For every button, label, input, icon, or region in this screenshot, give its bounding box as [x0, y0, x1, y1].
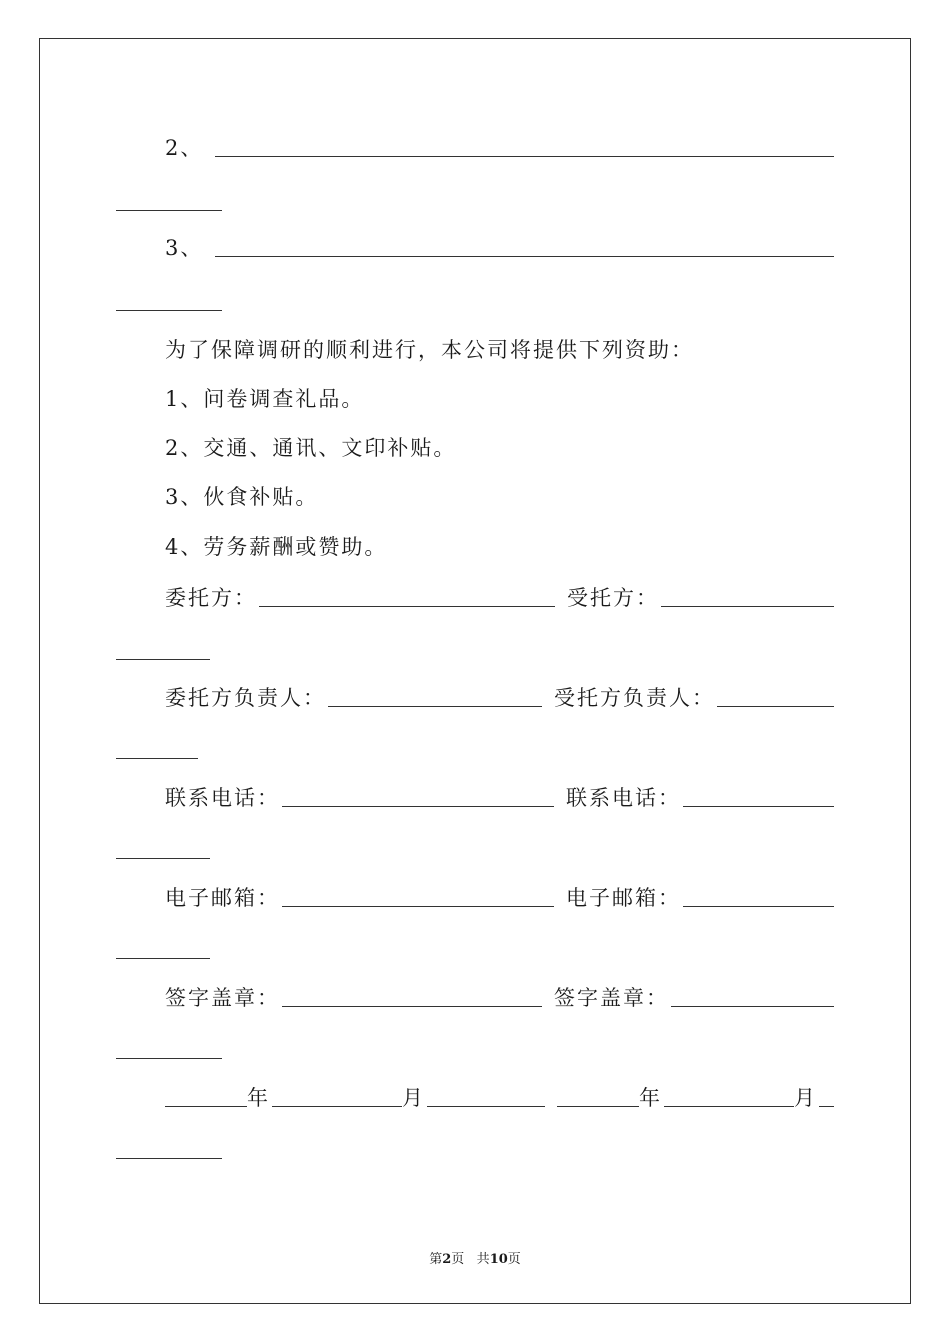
support-item-4: 4、劳务薪酬或赞助。: [165, 535, 388, 559]
footer-total-prefix: 共: [476, 1252, 490, 1267]
phone-right-blank-continued[interactable]: [116, 857, 210, 859]
email-right-blank-continued[interactable]: [116, 957, 210, 959]
phone-left-label: 联系电话：: [165, 786, 280, 810]
email-right-blank[interactable]: [683, 905, 834, 907]
client-blank[interactable]: [259, 605, 555, 607]
email-left-label: 电子邮箱：: [165, 886, 280, 910]
date-right-month-blank[interactable]: [664, 1105, 794, 1107]
phone-right-label: 联系电话：: [566, 786, 681, 810]
agent-head-blank-continued[interactable]: [116, 757, 198, 759]
date-left-month-blank[interactable]: [272, 1105, 402, 1107]
agent-blank[interactable]: [661, 605, 834, 607]
seal-left-blank[interactable]: [282, 1005, 542, 1007]
seal-right-blank[interactable]: [671, 1005, 834, 1007]
item-2-blank-continued[interactable]: [116, 209, 222, 211]
footer-page-suffix: 页: [451, 1252, 465, 1267]
date-right-year-label: 年: [639, 1086, 662, 1110]
party-line: [165, 583, 834, 613]
item-2-line: [165, 133, 834, 163]
footer-page-number: 2: [442, 1252, 452, 1267]
agent-head-label: 受托方负责人：: [554, 686, 715, 710]
item-2-blank[interactable]: [215, 155, 834, 157]
seal-left-label: 签字盖章：: [165, 986, 280, 1010]
footer-prefix: 第: [429, 1252, 443, 1267]
date-right-day-blank[interactable]: [819, 1105, 834, 1107]
date-left-year-blank[interactable]: [165, 1105, 247, 1107]
item-2-label: 2、: [165, 136, 204, 160]
support-item-3: 3、伙食补贴。: [165, 485, 319, 509]
head-line: [165, 683, 834, 713]
footer-total-suffix: 页: [507, 1252, 521, 1267]
date-left-year-label: 年: [247, 1086, 270, 1110]
date-blank-continued[interactable]: [116, 1157, 222, 1159]
item-3-blank[interactable]: [215, 255, 834, 257]
client-head-label: 委托方负责人：: [165, 686, 326, 710]
support-intro: 为了保障调研的顺利进行，本公司将提供下列资助：: [165, 338, 694, 362]
email-right-label: 电子邮箱：: [566, 886, 681, 910]
agent-head-blank[interactable]: [717, 705, 834, 707]
agent-label: 受托方：: [567, 586, 659, 610]
phone-right-blank[interactable]: [683, 805, 834, 807]
date-left-month-label: 月: [402, 1086, 425, 1110]
email-left-blank[interactable]: [282, 905, 554, 907]
item-3-line: [165, 233, 834, 263]
support-item-1: 1、问卷调查礼品。: [165, 387, 365, 411]
date-right-month-label: 月: [794, 1086, 817, 1110]
phone-left-blank[interactable]: [282, 805, 554, 807]
date-line: [165, 1083, 834, 1113]
support-item-2: 2、交通、通讯、文印补贴。: [165, 436, 457, 460]
date-left-day-blank[interactable]: [427, 1105, 545, 1107]
phone-line: [165, 783, 834, 813]
email-line: [165, 883, 834, 913]
page-footer: [0, 1248, 950, 1267]
seal-line: [165, 983, 834, 1013]
client-head-blank[interactable]: [328, 705, 542, 707]
client-label: 委托方：: [165, 586, 257, 610]
seal-right-blank-continued[interactable]: [116, 1057, 222, 1059]
item-3-label: 3、: [165, 236, 204, 260]
seal-right-label: 签字盖章：: [554, 986, 669, 1010]
page-border: [39, 38, 911, 1304]
footer-total-pages: 10: [489, 1252, 508, 1267]
item-3-blank-continued[interactable]: [116, 309, 222, 311]
date-right-year-blank[interactable]: [557, 1105, 639, 1107]
agent-blank-continued[interactable]: [116, 658, 210, 660]
